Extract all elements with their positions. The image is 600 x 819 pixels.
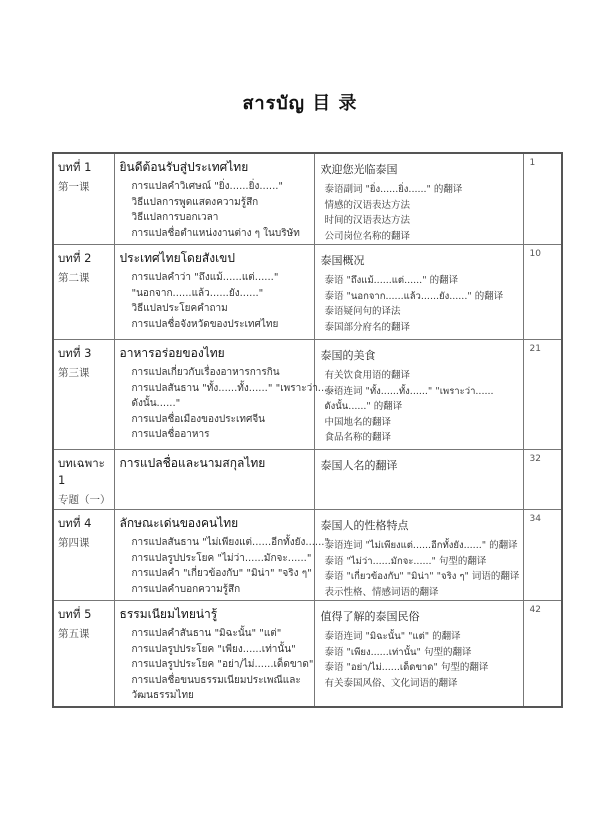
page-number-cell	[523, 340, 562, 450]
chinese-subtopic: 泰语疑问句的译法	[324, 306, 401, 317]
lesson-number-chinese: 第三课	[58, 367, 90, 379]
chinese-subtopic-list	[315, 178, 523, 244]
toc-row	[53, 153, 562, 245]
page-number: 1	[529, 158, 536, 168]
thai-subtopic: "นอกจาก......แล้ว......ยัง......"	[131, 287, 264, 299]
thai-subtopic-list	[115, 623, 314, 704]
chinese-topic-title: 欢迎您光临泰国	[320, 163, 398, 176]
lesson-cell	[53, 245, 114, 340]
thai-subtopic: วิธีแปลประโยคคำถาม	[131, 303, 228, 314]
lesson-number-thai: บทที่ 4	[58, 516, 92, 530]
chinese-topic-title: 泰国的美食	[320, 349, 376, 362]
chinese-topic-title: 值得了解的泰国民俗	[320, 610, 420, 623]
thai-subtopic: การแปลชื่อจังหวัดของประเทศไทย	[131, 318, 279, 330]
lesson-cell	[53, 450, 114, 510]
thai-subtopic-list	[115, 532, 330, 597]
toc-row	[53, 245, 562, 340]
thai-subtopic: วัฒนธรรมไทย	[131, 690, 194, 701]
page-number: 32	[529, 454, 541, 464]
thai-subtopic-list	[115, 267, 314, 332]
chinese-topic-cell	[314, 153, 523, 245]
chinese-topic-cell	[314, 245, 523, 340]
lesson-number-thai: บทที่ 5	[58, 607, 92, 621]
page-number-cell	[523, 510, 562, 601]
chinese-subtopic-list	[315, 534, 523, 600]
page-number: 42	[529, 605, 541, 615]
chinese-subtopic: 中国地名的翻译	[324, 416, 392, 428]
lesson-number-chinese: 专题（一）	[58, 494, 111, 506]
chinese-subtopic-list	[315, 625, 523, 691]
chinese-subtopic: 有关泰国风俗、文化词语的翻译	[324, 677, 458, 689]
thai-topic-title: การแปลชื่อและนามสกุลไทย	[119, 456, 266, 470]
toc-row	[53, 340, 562, 450]
page-number-cell	[523, 153, 562, 245]
chinese-subtopic: 有关饮食用语的翻译	[324, 370, 411, 381]
thai-topic-title: ยินดีต้อนรับสู่ประเทศไทย	[119, 160, 249, 174]
lesson-cell	[53, 601, 114, 707]
thai-subtopic: การแปลคำบอกความรู้สึก	[131, 583, 241, 595]
chinese-subtopic: 泰语 "ถึงแม้......แต่......" 的翻译	[324, 275, 459, 286]
chinese-subtopic-list	[315, 364, 523, 446]
toc-row	[53, 510, 562, 601]
page-number: 21	[529, 344, 541, 354]
thai-topic-cell	[114, 601, 314, 707]
lesson-number-thai: บทเฉพาะ 1	[58, 456, 105, 487]
chinese-subtopic: 泰国部分府名的翻译	[324, 321, 411, 333]
chinese-subtopic: 泰语 "เกี่ยวข้องกับ" "มิน่า" "จริง ๆ" 词语的翻译	[324, 571, 520, 582]
chinese-topic-cell	[314, 510, 523, 601]
thai-subtopic: การแปลชื่อตำแหน่งงานต่าง ๆ ในบริษัท	[131, 227, 300, 239]
thai-subtopic: การแปลเกี่ยวกับเรื่องอาหารการกิน	[131, 367, 280, 378]
chinese-subtopic: 泰语 "เพียง......เท่านั้น" 句型的翻译	[324, 646, 472, 658]
lesson-cell	[53, 340, 114, 450]
chinese-subtopic: 泰语副词 "ยิ่ง......ยิ่ง......" 的翻译	[324, 184, 463, 195]
thai-subtopic: ดังนั้น......"	[131, 398, 181, 409]
chinese-topic-title: 泰国人名的翻译	[320, 459, 398, 472]
thai-subtopic-list	[115, 362, 337, 443]
chinese-subtopic: 泰语连词 "ทั้ง......ทั้ง......" "เพราะว่า......	[324, 385, 494, 397]
thai-subtopic: การแปลรูปประโยค "เพียง......เท่านั้น"	[131, 643, 296, 655]
thai-topic-cell	[114, 450, 314, 510]
page-title: สารบัญ 目 录	[242, 93, 358, 114]
lesson-number-chinese: 第二课	[58, 272, 90, 284]
chinese-subtopic: 食品名称的翻译	[324, 432, 392, 443]
chinese-subtopic-list	[315, 269, 523, 335]
lesson-number-chinese: 第五课	[58, 628, 90, 640]
chinese-subtopic: 泰语连词 "ไม่เพียงแต่......อีกทั้งยัง......" 的翻译	[324, 540, 518, 551]
chinese-subtopic: 表示性格、情感词语的翻译	[324, 586, 439, 598]
thai-subtopic: การแปลชื่ออาหาร	[131, 429, 210, 440]
lesson-cell	[53, 153, 114, 245]
chinese-topic-title: 泰国人的性格特点	[320, 519, 409, 532]
thai-subtopic: การแปลสันธาน "ไม่เพียงแต่......อีกทั้งยัง......"	[131, 537, 330, 548]
thai-subtopic: การแปลคำว่า "ถึงแม้......แต่......"	[131, 272, 279, 283]
page-number-cell	[523, 450, 562, 510]
thai-topic-title: อาหารอร่อยของไทย	[119, 346, 225, 360]
thai-topic-cell	[114, 153, 314, 245]
chinese-topic-cell	[314, 340, 523, 450]
toc-table	[52, 152, 563, 708]
chinese-subtopic: 泰语 "ไม่ว่า......มักจะ......" 句型的翻译	[324, 555, 487, 567]
thai-subtopic: การแปลชื่อขนบธรรมเนียมประเพณีและ	[131, 674, 301, 686]
chinese-topic-cell	[314, 601, 523, 707]
thai-subtopic: วิธีแปลการบอกเวลา	[131, 212, 219, 223]
thai-topic-cell	[114, 510, 330, 601]
thai-topic-title: ธรรมเนียมไทยน่ารู้	[119, 607, 218, 621]
thai-subtopic: การแปลสันธาน "ทั้ง......ทั้ง......" "เพราะว่า......	[131, 382, 337, 394]
thai-subtopic: การแปลคำ "เกี่ยวข้องกับ" "มิน่า" "จริง ๆ"	[131, 568, 312, 579]
page-number: 34	[529, 514, 541, 524]
thai-subtopic: วิธีแปลการพูดแสดงความรู้สึก	[131, 196, 259, 208]
thai-subtopic: การแปลรูปประโยค "อย่า/ไม่......เด็ดขาด"	[131, 659, 314, 670]
chinese-subtopic: 情感的汉语表达方法	[324, 199, 411, 211]
lesson-number-thai: บทที่ 3	[58, 346, 92, 360]
lesson-number-chinese: 第四课	[58, 537, 90, 549]
chinese-subtopic: 泰语 "นอกจาก......แล้ว......ยัง......" 的翻译	[324, 290, 504, 302]
thai-subtopic: การแปลคำวิเศษณ์ "ยิ่ง......ยิ่ง......"	[131, 181, 284, 192]
toc-row	[53, 601, 562, 707]
chinese-subtopic: ดังนั้น......" 的翻译	[324, 401, 403, 412]
chinese-subtopic: 泰语 "อย่า/ไม่......เด็ดขาด" 句型的翻译	[324, 662, 489, 673]
thai-topic-title: ลักษณะเด่นของคนไทย	[119, 516, 239, 530]
page-number-cell	[523, 245, 562, 340]
lesson-number-thai: บทที่ 2	[58, 251, 92, 265]
lesson-number-chinese: 第一课	[58, 181, 90, 193]
chinese-topic-cell	[314, 450, 523, 510]
page-number-cell	[523, 601, 562, 707]
thai-topic-cell	[114, 340, 337, 450]
thai-topic-title: ประเทศไทยโดยสังเขป	[119, 251, 235, 265]
thai-subtopic-list	[115, 176, 314, 241]
page-number: 10	[529, 249, 541, 259]
chinese-subtopic: 泰语连词 "มิฉะนั้น" "แต่" 的翻译	[324, 631, 461, 642]
chinese-subtopic: 公司岗位名称的翻译	[324, 230, 411, 242]
thai-subtopic: การแปลชื่อเมืองของประเทศจีน	[131, 413, 266, 425]
thai-subtopic: การแปลรูปประโยค "ไม่ว่า......มักจะ......"	[131, 552, 312, 564]
toc-row	[53, 450, 562, 510]
thai-subtopic: การแปลคำสันธาน "มิฉะนั้น" "แต่"	[131, 628, 282, 639]
lesson-number-thai: บทที่ 1	[58, 160, 92, 174]
chinese-topic-title: 泰国概况	[320, 254, 365, 267]
thai-topic-cell	[114, 245, 314, 340]
chinese-subtopic: 时间的汉语表达方法	[324, 215, 411, 226]
lesson-cell	[53, 510, 114, 601]
